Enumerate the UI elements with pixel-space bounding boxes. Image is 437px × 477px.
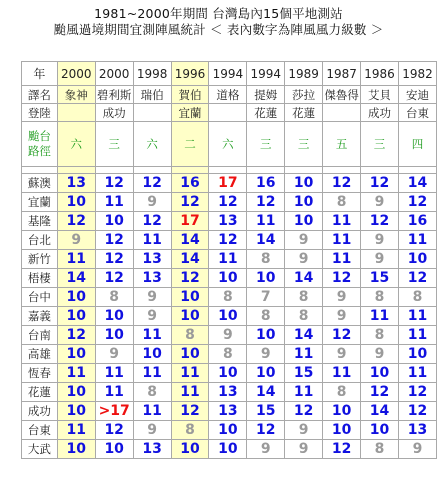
- gust-value-cell: 12: [361, 212, 399, 231]
- gust-value-cell: 12: [398, 383, 436, 402]
- typhoon-name-cell: 安迪: [398, 86, 436, 104]
- station-name: 台中: [22, 288, 58, 307]
- gust-value-cell: 12: [398, 193, 436, 212]
- path-cell: 二: [171, 122, 209, 167]
- gust-value-cell: 10: [171, 288, 209, 307]
- station-row: [22, 307, 437, 326]
- gust-value-cell: 10: [247, 269, 285, 288]
- station-name: 蘇澳: [22, 174, 58, 193]
- station-name: 台南: [22, 326, 58, 345]
- gust-value-cell: 11: [57, 421, 95, 440]
- landing-site-row: [22, 104, 437, 122]
- path-cell: 三: [95, 122, 133, 167]
- gust-value-cell: 12: [171, 269, 209, 288]
- path-cell: 六: [209, 122, 247, 167]
- gust-value-cell: 10: [171, 440, 209, 459]
- gust-value-cell: 11: [323, 231, 361, 250]
- gust-value-cell: 11: [398, 231, 436, 250]
- station-name: 花蓮: [22, 383, 58, 402]
- typhoon-name-cell: 艾貝: [361, 86, 399, 104]
- gust-value-cell: 9: [133, 193, 171, 212]
- gust-value-cell: 9: [398, 440, 436, 459]
- gust-value-cell: 9: [133, 307, 171, 326]
- gust-value-cell: 9: [361, 250, 399, 269]
- gust-value-cell: 11: [323, 364, 361, 383]
- gust-value-cell: 13: [209, 402, 247, 421]
- gust-value-cell: 10: [209, 307, 247, 326]
- gust-value-cell: 12: [171, 193, 209, 212]
- year-label: 年: [22, 62, 58, 86]
- gust-value-cell: 10: [95, 307, 133, 326]
- gust-value-cell: 9: [361, 193, 399, 212]
- station-row: [22, 364, 437, 383]
- station-name: 宜蘭: [22, 193, 58, 212]
- gust-value-cell: 8: [361, 326, 399, 345]
- gust-value-cell: 10: [247, 364, 285, 383]
- gust-value-cell: 9: [133, 421, 171, 440]
- gust-value-cell: 9: [323, 345, 361, 364]
- year-cell: 1989: [285, 62, 323, 86]
- gust-value-cell: 8: [247, 250, 285, 269]
- gust-value-cell: 8: [398, 288, 436, 307]
- gust-value-cell: 12: [95, 174, 133, 193]
- gust-value-cell: 10: [57, 402, 95, 421]
- gust-value-cell: 14: [398, 174, 436, 193]
- station-name: 梧棲: [22, 269, 58, 288]
- typhoon-name-row: [22, 86, 437, 104]
- gust-value-cell: 14: [285, 269, 323, 288]
- typhoon-name-cell: 傑魯得: [324, 87, 359, 102]
- path-row: [22, 122, 437, 167]
- gust-value-cell: 14: [285, 326, 323, 345]
- gust-value-cell: 14: [361, 402, 399, 421]
- typhoon-name-cell: 賀伯: [171, 86, 209, 104]
- gust-value-cell: 17: [171, 212, 209, 231]
- spacer-cell: [398, 167, 436, 174]
- path-cell: 三: [285, 122, 323, 167]
- gust-value-cell: 12: [171, 402, 209, 421]
- spacer-cell: [323, 167, 361, 174]
- landing-site-cell: 宜蘭: [171, 104, 209, 122]
- gust-value-cell: 9: [323, 288, 361, 307]
- gust-value-cell: 8: [171, 326, 209, 345]
- gust-value-cell: 9: [57, 231, 95, 250]
- title-block: [0, 6, 437, 38]
- gust-value-cell: 10: [209, 364, 247, 383]
- gust-value-cell: 15: [285, 364, 323, 383]
- gust-value-cell: 12: [361, 174, 399, 193]
- gust-value-cell: 14: [57, 269, 95, 288]
- spacer-cell: [133, 167, 171, 174]
- gust-value-cell: 11: [95, 193, 133, 212]
- station-name: 新竹: [22, 250, 58, 269]
- gust-value-cell: 11: [171, 364, 209, 383]
- landing-site-cell: 成功: [361, 104, 399, 122]
- gust-value-cell: 10: [398, 250, 436, 269]
- gust-value-cell: 11: [323, 250, 361, 269]
- gust-value-cell: 13: [209, 212, 247, 231]
- landing-site-cell: 花蓮: [285, 104, 323, 122]
- gust-value-cell: 10: [209, 440, 247, 459]
- gust-value-cell: 11: [247, 212, 285, 231]
- year-cell: 1998: [133, 62, 171, 86]
- gust-value-cell: 9: [323, 307, 361, 326]
- year-cell: 1982: [398, 62, 436, 86]
- station-name: 大武: [22, 440, 58, 459]
- gust-value-cell: 11: [133, 402, 171, 421]
- gust-value-cell: 12: [247, 421, 285, 440]
- gust-value-cell: 12: [95, 421, 133, 440]
- landing-site-cell: [323, 104, 361, 122]
- gust-value-cell: 16: [398, 212, 436, 231]
- gust-value-cell: 11: [95, 383, 133, 402]
- station-name: 基隆: [22, 212, 58, 231]
- gust-value-cell: 7: [247, 288, 285, 307]
- gust-value-cell: 8: [361, 440, 399, 459]
- typhoon-name-cell: 象神: [57, 86, 95, 104]
- gust-value-cell: 12: [133, 174, 171, 193]
- gust-value-cell: 13: [133, 250, 171, 269]
- gust-value-cell: 12: [57, 326, 95, 345]
- gust-value-cell: 11: [133, 326, 171, 345]
- title-line-1: 1981~2000年期間 台灣島內15個平地測站: [94, 6, 343, 21]
- gust-value-cell: 8: [209, 345, 247, 364]
- spacer-cell: [361, 167, 399, 174]
- gust-value-cell: 14: [247, 231, 285, 250]
- gust-value-cell: 8: [95, 288, 133, 307]
- gust-value-cell: 14: [171, 231, 209, 250]
- gust-value-cell: 11: [398, 364, 436, 383]
- gust-value-cell: 15: [361, 269, 399, 288]
- gust-value-cell: 8: [285, 288, 323, 307]
- gust-value-cell: 13: [209, 383, 247, 402]
- gust-value-cell: 11: [361, 307, 399, 326]
- gust-value-cell: 9: [247, 440, 285, 459]
- year-cell: 1986: [361, 62, 399, 86]
- gust-value-cell: 12: [209, 193, 247, 212]
- gust-value-cell: 10: [398, 345, 436, 364]
- gust-value-cell: 11: [133, 231, 171, 250]
- gust-value-cell: 10: [133, 345, 171, 364]
- gust-value-cell: 10: [361, 421, 399, 440]
- gust-value-cell: 17: [209, 174, 247, 193]
- gust-value-cell: 10: [171, 307, 209, 326]
- year-cell: 2000: [95, 62, 133, 86]
- typhoon-name-label: 譯名: [22, 86, 58, 104]
- gust-value-cell: 8: [247, 307, 285, 326]
- gust-value-cell: 8: [133, 383, 171, 402]
- gust-value-cell: 10: [57, 288, 95, 307]
- station-row: [22, 174, 437, 193]
- gust-value-cell: 10: [323, 402, 361, 421]
- gust-value-cell: 11: [209, 250, 247, 269]
- gust-value-cell: 12: [95, 269, 133, 288]
- spacer-cell: [209, 167, 247, 174]
- gust-value-cell: 12: [209, 231, 247, 250]
- gust-value-cell: 8: [171, 421, 209, 440]
- gust-value-cell: 12: [323, 326, 361, 345]
- station-name: 恆春: [22, 364, 58, 383]
- typhoon-name-cell: 碧利斯: [96, 87, 132, 102]
- gust-value-cell: 11: [57, 364, 95, 383]
- spacer-cell: [285, 167, 323, 174]
- spacer-cell: [95, 167, 133, 174]
- gust-value-cell: 10: [57, 307, 95, 326]
- gust-value-cell: 9: [285, 250, 323, 269]
- station-row: [22, 250, 437, 269]
- gust-value-cell: 13: [398, 421, 436, 440]
- year-cell: 1994: [209, 62, 247, 86]
- year-cell: 1996: [171, 62, 209, 86]
- path-label-line-2: 路徑: [27, 144, 51, 158]
- landing-site-cell: 成功: [95, 104, 133, 122]
- gust-value-cell: 8: [323, 383, 361, 402]
- gust-value-cell: 10: [171, 345, 209, 364]
- path-label-line-1: 颱台: [27, 129, 51, 143]
- station-row: [22, 288, 437, 307]
- gust-value-cell: 13: [133, 440, 171, 459]
- gust-value-cell: 8: [361, 288, 399, 307]
- gust-value-cell: 10: [209, 421, 247, 440]
- gust-value-cell: 8: [209, 288, 247, 307]
- gust-value-cell: 10: [57, 345, 95, 364]
- gust-value-cell: 10: [95, 440, 133, 459]
- station-row: [22, 231, 437, 250]
- gust-value-cell: 12: [95, 250, 133, 269]
- gust-value-cell: 11: [285, 345, 323, 364]
- gust-statistics-table: [21, 61, 437, 459]
- gust-value-cell: 16: [247, 174, 285, 193]
- gust-value-cell: 10: [285, 174, 323, 193]
- typhoon-name-cell: 莎拉: [285, 86, 323, 104]
- gust-value-cell: 10: [361, 364, 399, 383]
- gust-value-cell: 12: [57, 212, 95, 231]
- gust-value-cell: 10: [57, 383, 95, 402]
- gust-value-cell: 11: [57, 250, 95, 269]
- gust-value-cell: 12: [323, 269, 361, 288]
- station-row: [22, 269, 437, 288]
- spacer-cell: [171, 167, 209, 174]
- year-cell: 1994: [247, 62, 285, 86]
- station-row: [22, 421, 437, 440]
- path-cell: 六: [57, 122, 95, 167]
- path-label: [22, 122, 58, 167]
- gust-value-cell: 11: [133, 364, 171, 383]
- gust-value-cell: 10: [285, 212, 323, 231]
- station-row: [22, 383, 437, 402]
- gust-value-cell: 10: [57, 440, 95, 459]
- gust-value-cell: 10: [247, 326, 285, 345]
- spacer-cell: [247, 167, 285, 174]
- gust-value-cell: 13: [133, 269, 171, 288]
- gust-value-cell: 12: [323, 174, 361, 193]
- path-cell: 三: [361, 122, 399, 167]
- gust-value-cell: 9: [285, 231, 323, 250]
- gust-value-cell: 9: [361, 231, 399, 250]
- typhoon-name-cell: 道格: [209, 86, 247, 104]
- station-name: 高雄: [22, 345, 58, 364]
- station-row: [22, 326, 437, 345]
- landing-site-cell: 台東: [398, 104, 436, 122]
- landing-site-label: 登陸: [22, 104, 58, 122]
- landing-site-cell: 花蓮: [247, 104, 285, 122]
- gust-value-cell: 16: [171, 174, 209, 193]
- gust-value-cell: 10: [209, 269, 247, 288]
- year-cell: 1987: [323, 62, 361, 86]
- gust-value-cell: 12: [95, 231, 133, 250]
- gust-value-cell: 11: [285, 383, 323, 402]
- gust-value-cell: 10: [323, 421, 361, 440]
- gust-value-cell: 9: [209, 326, 247, 345]
- gust-value-cell: 12: [247, 193, 285, 212]
- station-name: 成功: [22, 402, 58, 421]
- gust-value-cell: 9: [95, 345, 133, 364]
- gust-value-cell: 12: [398, 402, 436, 421]
- gust-value-cell: 11: [398, 326, 436, 345]
- year-row: [22, 62, 437, 86]
- gust-value-cell: 9: [133, 288, 171, 307]
- station-row: [22, 345, 437, 364]
- landing-site-cell: [209, 104, 247, 122]
- gust-value-cell: 9: [285, 440, 323, 459]
- gust-value-cell: 11: [95, 364, 133, 383]
- gust-value-cell: 14: [171, 250, 209, 269]
- station-row: [22, 193, 437, 212]
- gust-value-cell: 10: [95, 212, 133, 231]
- gust-value-cell: 14: [247, 383, 285, 402]
- path-cell: 六: [133, 122, 171, 167]
- typhoon-name-cell: 瑞伯: [133, 86, 171, 104]
- path-cell: 五: [323, 122, 361, 167]
- gust-value-cell: 9: [361, 345, 399, 364]
- gust-value-cell: 10: [285, 193, 323, 212]
- gust-value-cell: 9: [247, 345, 285, 364]
- spacer-cell: [22, 167, 58, 174]
- gust-value-cell: 12: [323, 440, 361, 459]
- gust-value-cell: 12: [361, 383, 399, 402]
- station-row: [22, 212, 437, 231]
- gust-value-cell: 15: [247, 402, 285, 421]
- gust-value-cell: 11: [171, 383, 209, 402]
- station-name: 嘉義: [22, 307, 58, 326]
- spacer-cell: [57, 167, 95, 174]
- station-row: [22, 402, 437, 421]
- gust-value-cell: 8: [323, 193, 361, 212]
- station-name: 台北: [22, 231, 58, 250]
- gust-value-cell: 12: [285, 402, 323, 421]
- gust-value-cell: 12: [398, 269, 436, 288]
- gust-value-cell: >17: [95, 402, 133, 421]
- path-cell: 三: [247, 122, 285, 167]
- gust-value-cell: 9: [285, 421, 323, 440]
- gust-value-cell: 8: [285, 307, 323, 326]
- landing-site-cell: [133, 104, 171, 122]
- gust-value-cell: 10: [57, 193, 95, 212]
- year-cell: 2000: [57, 62, 95, 86]
- path-cell: 四: [398, 122, 436, 167]
- spacer-row: [22, 167, 437, 174]
- gust-value-cell: 11: [398, 307, 436, 326]
- gust-value-cell: 12: [133, 212, 171, 231]
- gust-value-cell: 13: [57, 174, 95, 193]
- landing-site-cell: [57, 104, 95, 122]
- station-name: 台東: [22, 421, 58, 440]
- title-line-2: 颱風過境期間宜測陣風統計 ＜ 表內數字為陣風風力級數 ＞: [53, 22, 384, 37]
- station-row: [22, 440, 437, 459]
- typhoon-name-cell: 提姆: [247, 86, 285, 104]
- gust-value-cell: 10: [95, 326, 133, 345]
- gust-value-cell: 11: [323, 212, 361, 231]
